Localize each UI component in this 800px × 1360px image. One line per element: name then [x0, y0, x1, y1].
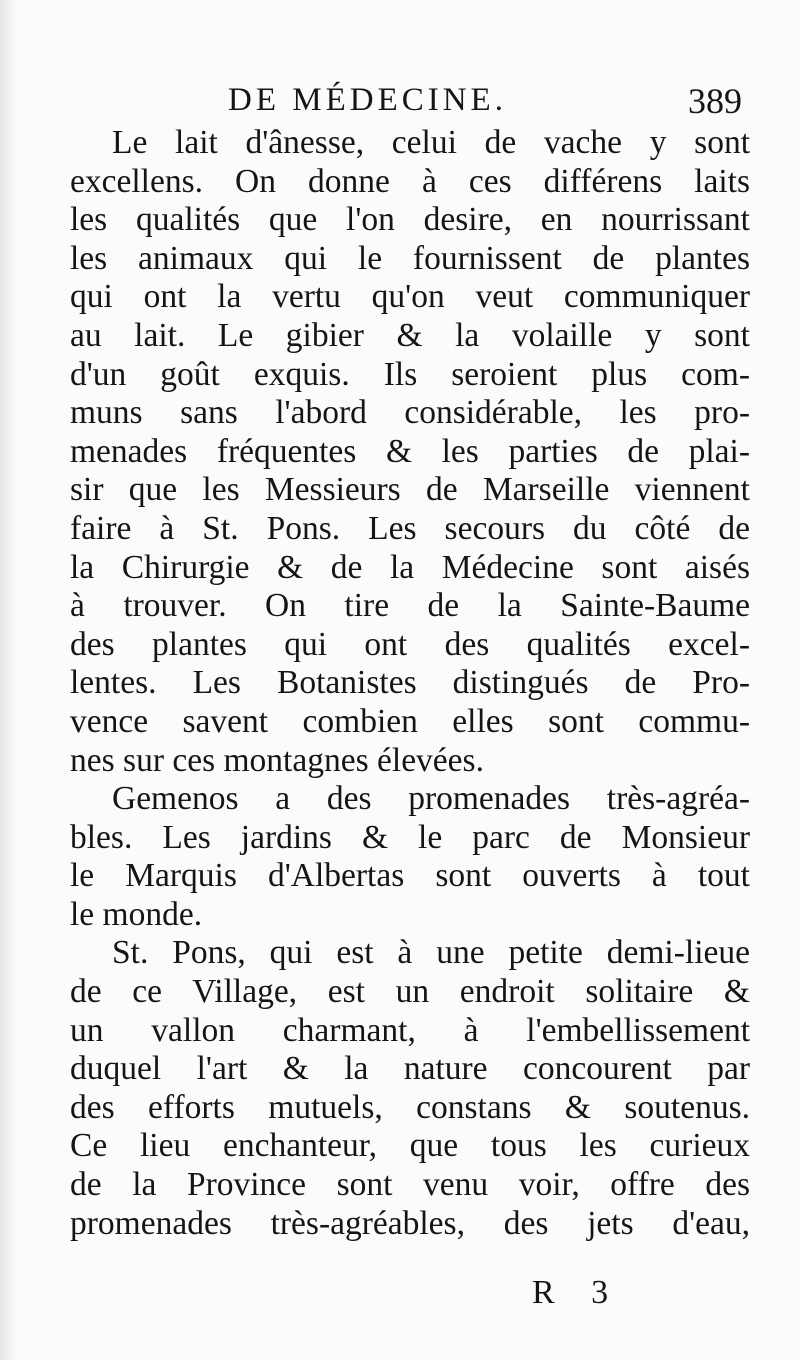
text-line: excellens. On donne à ces différens laits [70, 162, 750, 200]
text-line: vence savent combien elles sont commu- [70, 702, 750, 740]
signature-mark: R 3 [532, 1274, 623, 1311]
text-line: menades fréquentes & les parties de plai- [70, 432, 750, 470]
text-line: le Marquis d'Albertas sont ouverts à tout [70, 857, 750, 895]
text-line: les qualités que l'on desire, en nourrissant [70, 201, 750, 239]
text-line: un vallon charmant, à l'embellissement [70, 1011, 750, 1049]
text-line: au lait. Le gibier & la volaille y sont [70, 316, 750, 354]
text-line: la Chirurgie & de la Médecine sont aisés [70, 548, 750, 586]
text-line: sir que les Messieurs de Marseille viennent [70, 471, 750, 509]
text-line: promenades très-agréables, des jets d'eau, [70, 1204, 750, 1242]
text-line: faire à St. Pons. Les secours du côté de [70, 509, 750, 547]
text-line: les animaux qui le fournissent de plantes [70, 239, 750, 277]
text-line: d'un goût exquis. Ils seroient plus com- [70, 355, 750, 393]
text-line: nes sur ces montagnes élevées. [70, 741, 484, 779]
text-line: de la Province sont venu voir, offre des [70, 1166, 750, 1204]
text-line: à trouver. On tire de la Sainte-Baume [70, 587, 750, 625]
page-number: 389 [688, 81, 742, 121]
text-line: muns sans l'abord considérable, les pro- [70, 394, 750, 432]
text-line: le monde. [70, 895, 203, 933]
running-head: DE MÉDECINE. [228, 82, 507, 118]
text-line: lentes. Les Botanistes distingués de Pro- [70, 664, 750, 702]
text-line: bles. Les jardins & le parc de Monsieur [70, 818, 750, 856]
text-line: St. Pons, qui est à une petite demi-lieue [112, 934, 750, 972]
text-line: Le lait d'ânesse, celui de vache y sont [112, 124, 750, 161]
text-line: duquel l'art & la nature concourent par [70, 1050, 750, 1088]
text-line: qui ont la vertu qu'on veut communiquer [70, 278, 750, 316]
text-line: des efforts mutuels, constans & soutenus. [70, 1088, 750, 1126]
text-line: de ce Village, est un endroit solitaire & [70, 973, 750, 1011]
text-line: Ce lieu enchanteur, que tous les curieux [70, 1127, 750, 1165]
text-line: des plantes qui ont des qualités excel- [70, 625, 750, 663]
body-text [70, 124, 750, 1243]
text-line: Gemenos a des promenades très-agréa- [112, 780, 750, 818]
